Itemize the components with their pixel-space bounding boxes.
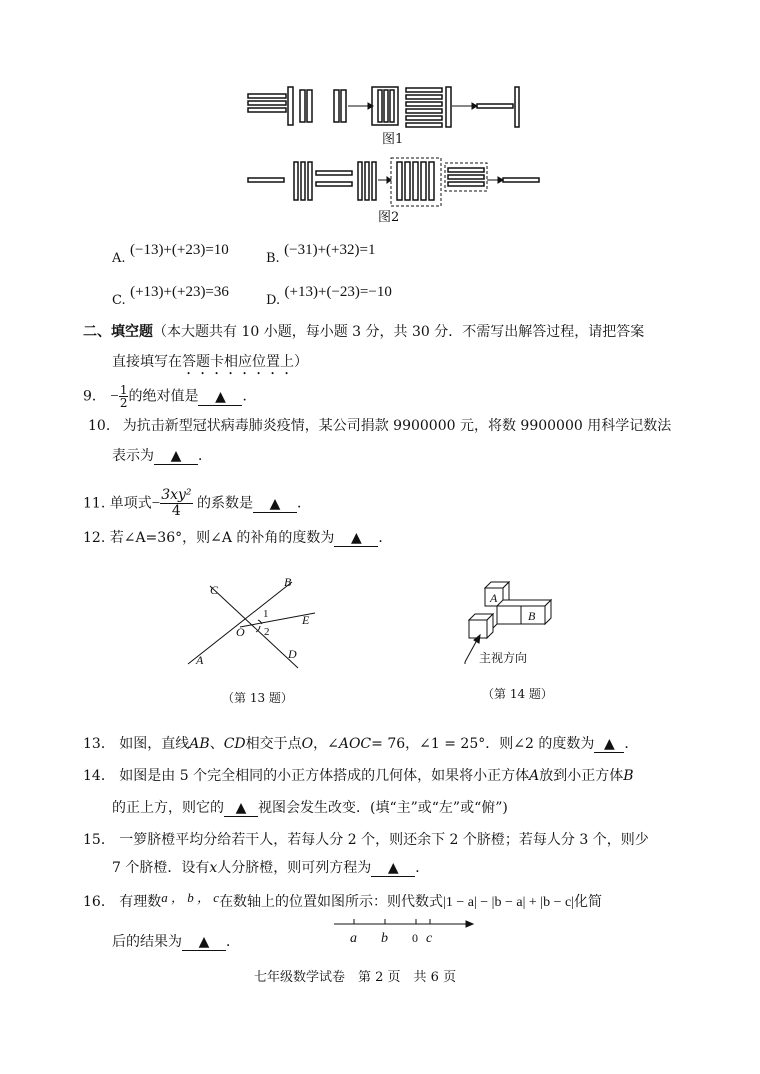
label-a: A <box>196 653 204 667</box>
figure-2 <box>240 156 550 212</box>
cube-label-a: A <box>490 591 498 605</box>
question-13-text-1: 如图，直线 <box>119 736 190 752</box>
question-11-frac-den: 4 <box>171 503 181 519</box>
page-footer: 七年级数学试卷 第 2 页 共 6 页 <box>254 970 457 985</box>
option-c-label: C. <box>112 293 126 308</box>
option-a-expr: (−13)+(+23)=10 <box>129 242 229 258</box>
question-15-text-2b: 人分脐橙，则可列方程为 <box>217 860 372 876</box>
question-14-text-2b: 视图会发生改变．(填“主”或“左”或“俯”) <box>258 800 508 816</box>
question-15-number: 15． <box>83 832 115 848</box>
question-13-aoc: AOC <box>338 736 372 752</box>
number-line <box>330 914 476 946</box>
figure-13-caption: （第 13 题） <box>222 691 293 705</box>
section-2-desc-2-prefix: 直接填写在 <box>112 354 182 370</box>
figure-14 <box>455 580 565 672</box>
question-14-line-2 <box>112 798 508 818</box>
axis-label-b: b <box>381 931 388 946</box>
question-10-text-1: 为抗击新型冠状病毒肺炎疫情，某公司捐款 9900000 元，将数 9900000 用科学记数法 <box>122 418 672 434</box>
label-angle-1: 1 <box>263 608 269 620</box>
question-11-end: ． <box>296 495 311 512</box>
option-b-label: B. <box>266 251 280 266</box>
question-12-end: ． <box>378 530 393 546</box>
question-14-text-2a: 的正上方，则它的 <box>112 800 224 816</box>
section-2-heading <box>83 322 644 342</box>
question-9-frac-den: 2 <box>119 396 128 410</box>
question-11-answer-blank[interactable]: ▲ <box>253 496 297 513</box>
question-13 <box>83 734 638 754</box>
question-13-text-3: ，∠ <box>313 736 339 752</box>
question-16-number: 16． <box>83 894 115 910</box>
question-11-text: 的系数是 <box>196 495 253 512</box>
question-12 <box>83 528 392 548</box>
section-2-desc-2-suffix: ） <box>294 354 308 370</box>
question-9-minus: − <box>110 388 119 405</box>
option-a <box>112 242 229 269</box>
question-15-text-1: 一箩脐橙平均分给若干人，若每人分 2 个，则还余下 2 个脐橙；若每人分 3 个，则少 <box>119 832 649 848</box>
figure-1-caption: 图1 <box>382 132 404 147</box>
option-b-expr: (−31)+(+32)=1 <box>284 242 376 258</box>
question-15-line-1 <box>83 830 649 850</box>
question-13-end: ． <box>624 736 639 752</box>
axis-label-c: c <box>426 931 433 946</box>
option-c <box>112 284 229 311</box>
view-direction-label: 主视方向 <box>479 651 528 665</box>
question-15-line-2 <box>112 858 429 878</box>
question-16-text-1c: 化简 <box>574 894 602 910</box>
question-16-end: ． <box>226 934 240 950</box>
question-16-text-1a: 有理数 <box>119 894 162 910</box>
question-13-text-2: 相交于点 <box>245 736 302 752</box>
question-10-number: 10. <box>88 418 111 434</box>
question-10-end: ． <box>198 448 212 464</box>
option-d <box>266 284 392 311</box>
option-d-expr: (+13)+(−23)=−10 <box>284 284 392 300</box>
axis-label-a: a <box>350 931 357 946</box>
question-12-text: 若∠A=36°，则∠A 的补角的度数为 <box>109 530 335 546</box>
option-c-expr: (+13)+(+23)=36 <box>130 284 229 300</box>
question-9-answer-blank[interactable]: ▲ <box>198 389 242 406</box>
option-d-label: D. <box>266 293 281 308</box>
question-10-answer-blank[interactable]: ▲ <box>154 448 198 465</box>
question-16-line-1 <box>83 892 602 913</box>
question-16-answer-blank[interactable]: ▲ <box>182 934 226 951</box>
section-2-desc-2-emph: 答题卡相应位置上 <box>182 354 294 370</box>
question-11 <box>83 488 311 519</box>
question-14-number: 14． <box>83 768 115 784</box>
question-11-frac-num: 3xy² <box>161 487 192 503</box>
question-13-number: 13． <box>83 736 115 752</box>
question-13-sep: 、 <box>209 736 224 752</box>
label-c: C <box>210 583 219 597</box>
label-b: B <box>284 575 292 589</box>
question-11-number: 11. <box>83 495 106 512</box>
question-9 <box>83 384 256 409</box>
question-16-abc: a ， b ， c <box>161 890 220 905</box>
cube-label-b: B <box>528 609 536 623</box>
figure-13 <box>180 572 330 672</box>
question-10-text-2: 表示为 <box>112 448 154 464</box>
section-2-desc-1: （本大题共有 10 小题，每小题 3 分，共 30 分．不需写出解答过程，请把答案 <box>153 324 645 340</box>
question-16-text-2: 后的结果为 <box>112 934 182 950</box>
question-12-number: 12. <box>83 530 106 546</box>
question-10-line-1 <box>88 416 671 436</box>
figure-2-caption: 图2 <box>378 210 400 225</box>
question-13-cd: CD <box>223 736 246 752</box>
question-11-minus: − <box>151 495 161 512</box>
question-9-end: ． <box>242 388 257 405</box>
question-16-line-2 <box>112 932 240 952</box>
question-9-frac-num: 1 <box>119 383 128 397</box>
question-14-text-1a: 如图是由 5 个完全相同的小正方体搭成的几何体，如果将小正方体 <box>119 768 530 784</box>
axis-label-0: 0 <box>412 931 418 945</box>
question-16-expression: |1 − a| − |b − a| + |b − c| <box>443 895 574 910</box>
question-14-text-1b: 放到小正方体 <box>539 768 624 784</box>
label-d: D <box>288 647 297 661</box>
question-14-a: A <box>529 768 540 784</box>
section-2-title: 二、填空题 <box>83 324 153 340</box>
question-13-o: O <box>301 736 314 752</box>
section-2-desc-line-2 <box>112 352 308 378</box>
label-o: O <box>236 625 245 639</box>
option-a-label: A. <box>112 251 126 266</box>
figure-14-caption: （第 14 题） <box>482 687 553 701</box>
question-13-answer-blank[interactable]: ▲ <box>594 736 624 753</box>
question-10-line-2 <box>112 446 212 466</box>
question-15-text-2a: 7 个脐橙．设有 <box>112 860 210 876</box>
question-9-text: 的绝对值是 <box>128 388 199 405</box>
question-13-ab: AB <box>189 736 210 752</box>
label-e: E <box>302 613 310 627</box>
question-14-answer-blank[interactable]: ▲ <box>224 800 258 817</box>
question-15-end: ． <box>415 860 430 876</box>
option-b <box>266 242 376 269</box>
question-16-text-1b: 在数轴上的位置如图所示：则代数式 <box>219 894 444 910</box>
question-12-answer-blank[interactable]: ▲ <box>334 530 378 547</box>
question-15-answer-blank[interactable]: ▲ <box>371 860 415 877</box>
question-14-b: B <box>623 768 634 784</box>
question-9-number: 9． <box>83 388 106 405</box>
question-11-fraction <box>160 488 192 519</box>
question-11-prefix: 单项式 <box>109 495 152 512</box>
question-15-x: x <box>209 860 218 876</box>
question-13-text-4: = 76，∠1 = 25°．则∠2 的度数为 <box>371 736 595 752</box>
question-14-line-1 <box>83 766 634 786</box>
label-angle-2: 2 <box>264 626 270 638</box>
